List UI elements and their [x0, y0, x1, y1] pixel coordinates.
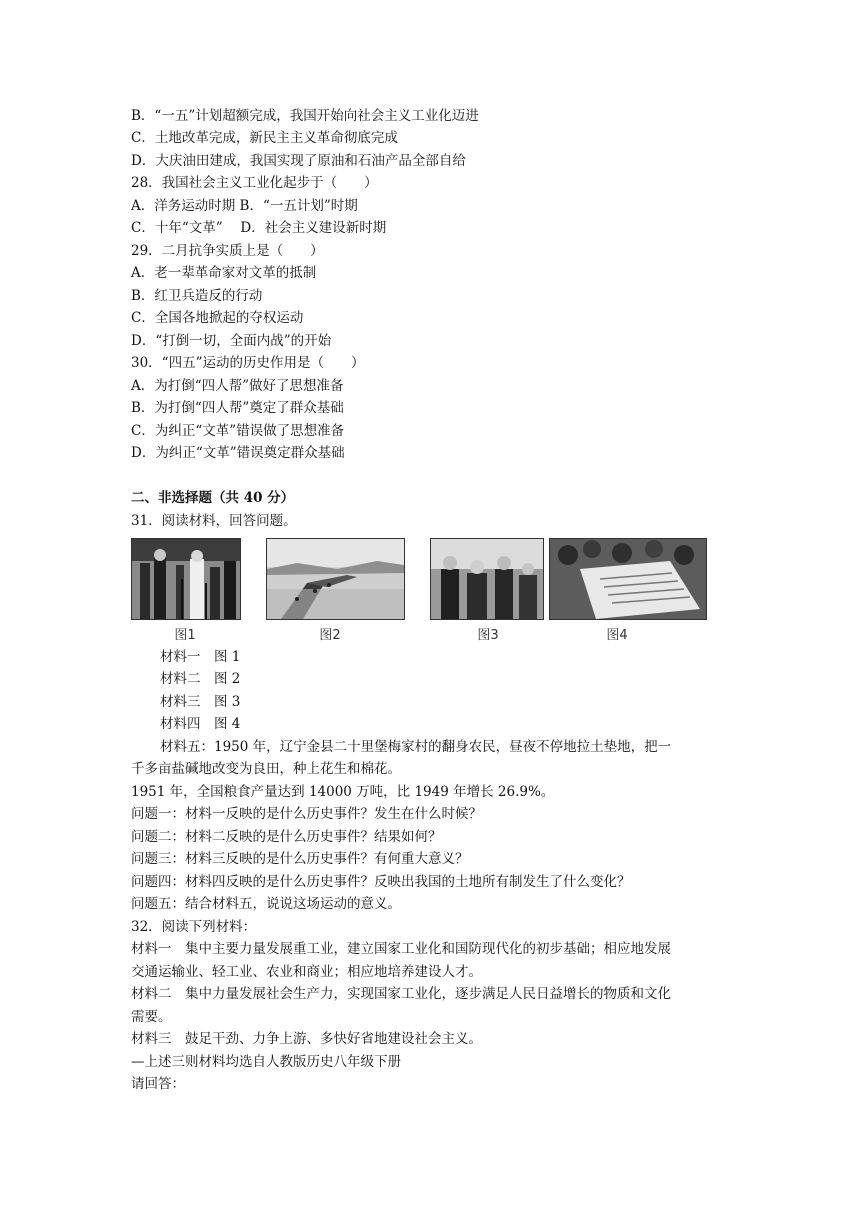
q29-option-d: D．“打倒一切，全面内战”的开始	[131, 333, 332, 349]
q27-option-d: D．大庆油田建成，我国实现了原油和石油产品全部自给	[131, 153, 466, 169]
q30-option-a: A．为打倒“四人帮”做好了思想准备	[131, 378, 344, 394]
q28-options-cd: C．十年“文革” D．社会主义建设新时期	[131, 220, 387, 236]
q32-material-2-line2: 需要。	[131, 1009, 172, 1025]
q29-option-c: C．全国各地掀起的夺权运动	[131, 310, 304, 326]
q31-question-5: 问题五：结合材料五，说说这场运动的意义。	[131, 896, 401, 912]
figure-1-caption: 图1	[174, 628, 196, 643]
q31-figure-row	[131, 538, 711, 648]
figure-2-photo	[266, 538, 405, 620]
q32-ask: 请回答：	[131, 1076, 185, 1092]
figure-4-photo	[549, 538, 707, 620]
q31-material-4: 材料四 图 4	[160, 716, 241, 732]
q31-material-5-line2: 千多亩盐碱地改变为良田，种上花生和棉花。	[131, 761, 401, 777]
q31-material-1: 材料一 图 1	[160, 649, 241, 665]
section-2-heading: 二、非选择题（共 40 分）	[131, 490, 295, 506]
q29-stem: 29．二月抗争实质上是（ ）	[131, 243, 324, 259]
q27-option-c: C．土地改革完成，新民主主义革命彻底完成	[131, 130, 398, 146]
q32-stem: 32．阅读下列材料：	[131, 919, 257, 935]
q31-material-3: 材料三 图 3	[160, 694, 241, 710]
q31-question-3: 问题三：材料三反映的是什么历史事件？有何重大意义？	[131, 851, 469, 867]
q31-material-2: 材料二 图 2	[160, 671, 241, 687]
q28-stem: 28．我国社会主义工业化起步于（ ）	[131, 175, 378, 191]
q31-material-5-line3: 1951 年，全国粮食产量达到 14000 万吨，比 1949 年增长 26.9%。	[131, 784, 555, 800]
q31-question-1: 问题一：材料一反映的是什么历史事件？发生在什么时候？	[131, 806, 482, 822]
q31-material-5-line1: 材料五：1950 年，辽宁金县二十里堡梅家村的翻身农民，昼夜不停地拉土垫地，把一	[160, 739, 672, 755]
q29-option-b: B．红卫兵造反的行动	[131, 288, 263, 304]
q30-stem: 30．“四五”运动的历史作用是（ ）	[131, 355, 365, 371]
q32-source-note: —上述三则材料均选自人教版历史八年级下册	[131, 1054, 401, 1070]
q27-option-b: B．“一五”计划超额完成，我国开始向社会主义工业化迈进	[131, 108, 479, 124]
q32-material-1-line1: 材料一 集中主要力量发展重工业，建立国家工业化和国防现代化的初步基础；相应地发展	[131, 941, 671, 957]
figure-4-caption: 图4	[606, 628, 628, 643]
q31-question-2: 问题二：材料二反映的是什么历史事件？结果如何？	[131, 829, 442, 845]
q30-option-c: C．为纠正“文革”错误做了思想准备	[131, 423, 345, 439]
q32-material-1-line2: 交通运输业、轻工业、农业和商业；相应地培养建设人才。	[131, 964, 482, 980]
q32-material-3: 材料三 鼓足干劲、力争上游、多快好省地建设社会主义。	[131, 1031, 482, 1047]
figure-2-caption: 图2	[319, 628, 341, 643]
figure-3-photo	[430, 538, 544, 620]
q29-option-a: A．老一辈革命家对文革的抵制	[131, 265, 317, 281]
q32-material-2-line1: 材料二 集中力量发展社会生产力，实现国家工业化，逐步满足人民日益增长的物质和文化	[131, 986, 671, 1002]
figure-3-caption: 图3	[477, 628, 499, 643]
figure-1-photo	[131, 538, 241, 620]
q28-options-ab: A．洋务运动时期 B．“一五计划”时期	[131, 198, 358, 214]
q30-option-b: B．为打倒“四人帮”奠定了群众基础	[131, 400, 344, 416]
q31-question-4: 问题四：材料四反映的是什么历史事件？反映出我国的土地所有制发生了什么变化？	[131, 874, 631, 890]
q31-stem: 31．阅读材料，回答问题。	[131, 513, 297, 529]
q30-option-d: D．为纠正“文革”错误奠定群众基础	[131, 445, 345, 461]
